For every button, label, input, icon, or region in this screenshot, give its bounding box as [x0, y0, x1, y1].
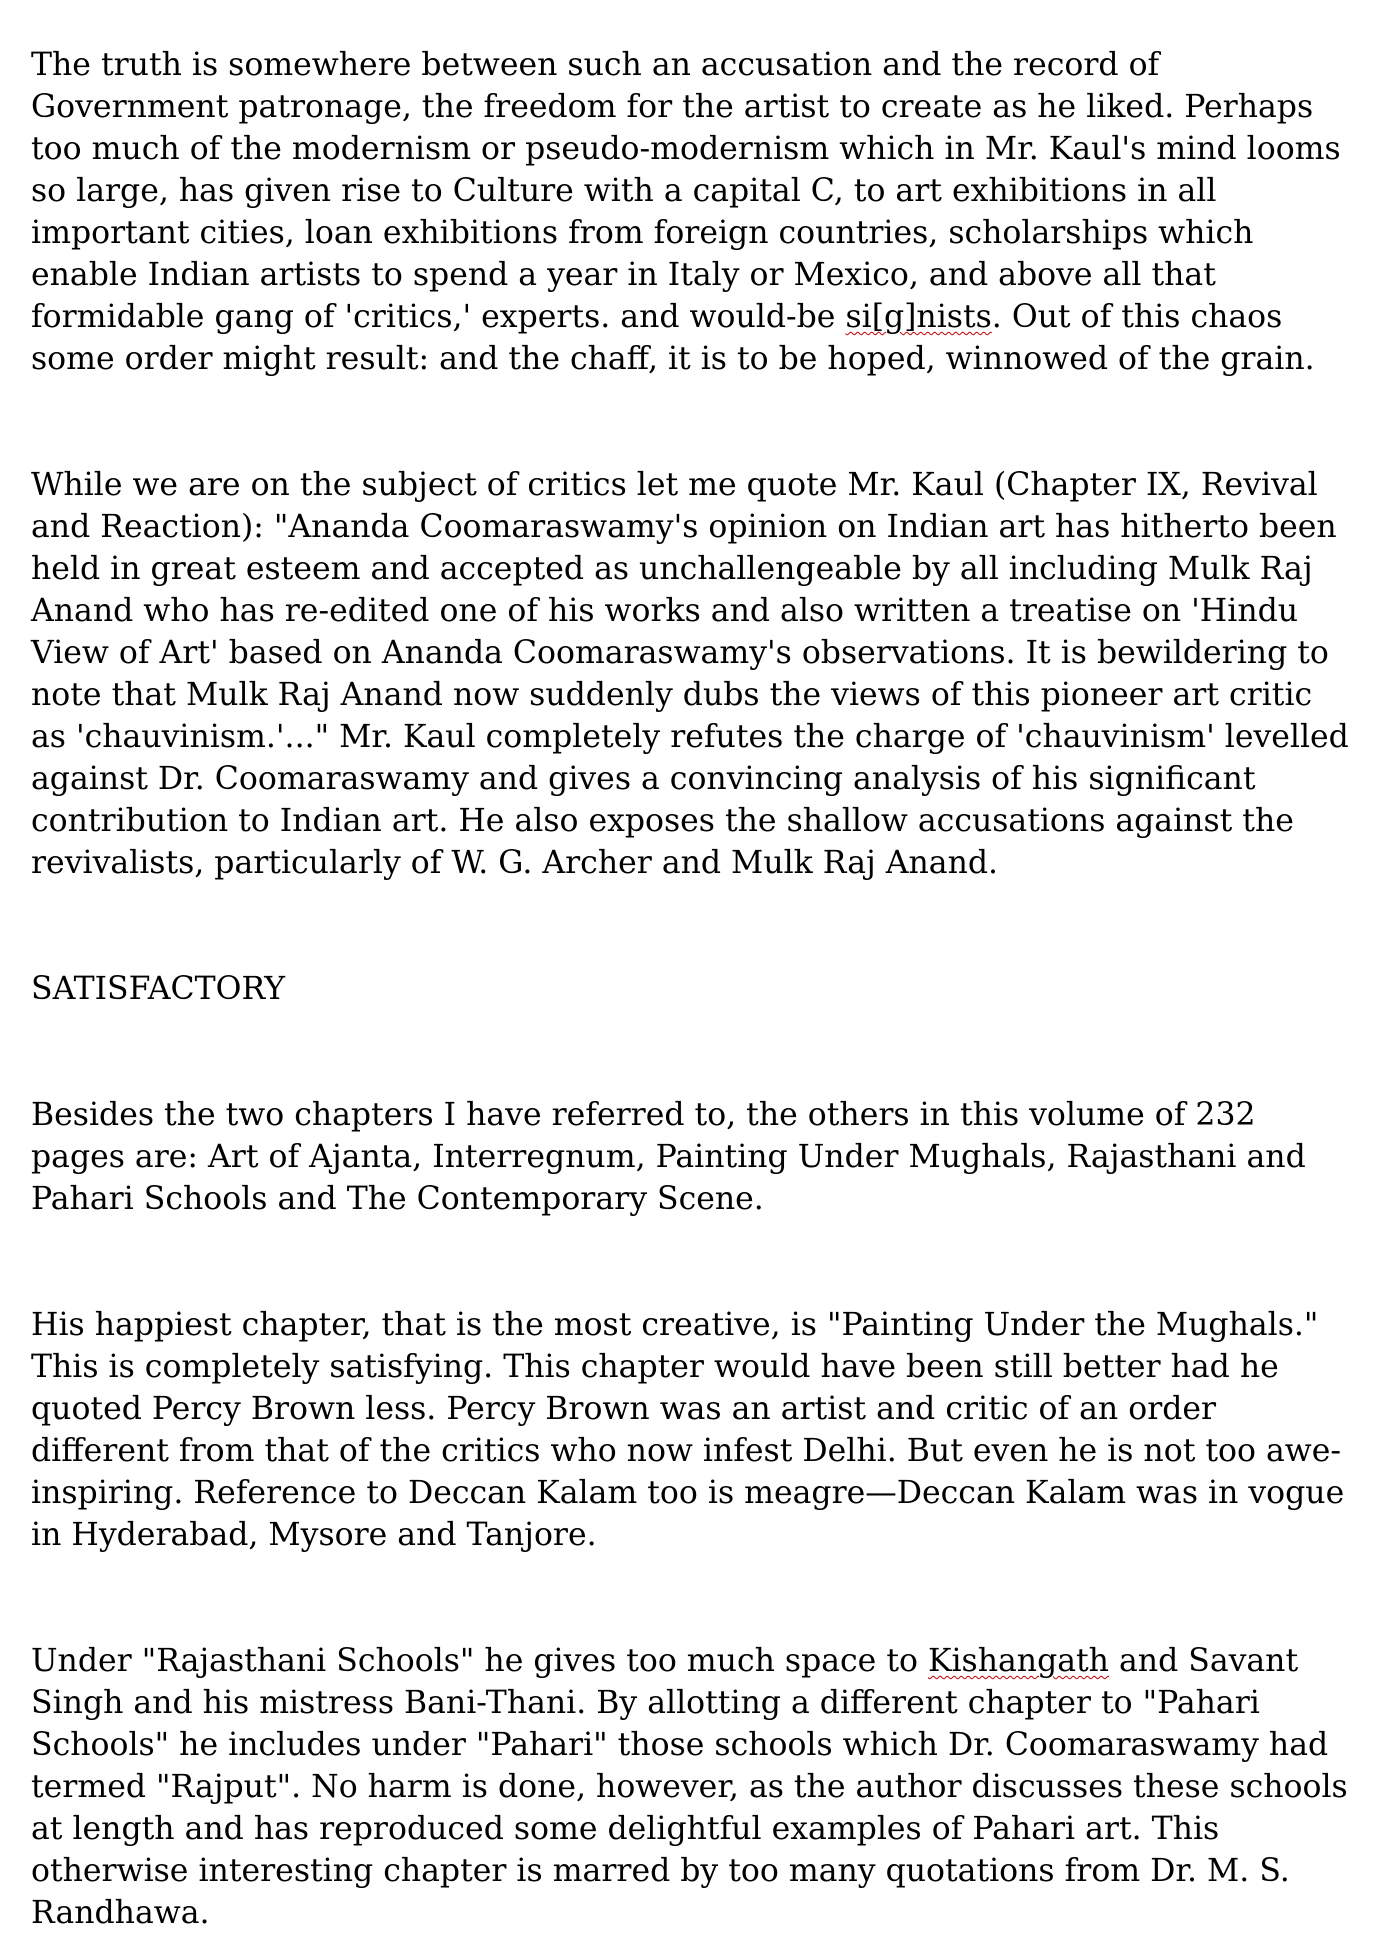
- paragraph-spacer: [31, 1220, 1351, 1304]
- paragraph-spacer: [31, 380, 1351, 464]
- misspelled-word[interactable]: si[g]nists: [845, 299, 992, 335]
- paragraph-rajasthani: [31, 1640, 1351, 1934]
- paragraph-spacer: [31, 1556, 1351, 1640]
- paragraph-spacer: [31, 884, 1351, 968]
- paragraph-chapters: Besides the two chapters I have referred to, the others in this volume of 232 pages are: Art of Ajanta, Interregnum, Painting Under Mughals, Rajasthani and Pahari Schools and The Contemporary Scene.: [31, 1097, 1306, 1217]
- document-body: [31, 44, 1351, 1934]
- paragraph-spacer: [31, 1010, 1351, 1094]
- paragraph-truth-text-start: The truth is somewhere between such an accusation and the record of Government patronage, the freedom for the artist to create as he liked. Perhaps too much of the modernism or pseudo-modernism which in Mr. Kaul's mind looms so large, has given rise to Culture with a capital C, to art exhibitions in all important cities, loan exhibitions from foreign countries, scholarships which enable Indian artists to spend a year in Italy or Mexico, and above all that formidable gang of 'critics,' experts. and would-be: [31, 47, 1341, 335]
- section-heading: SATISFACTORY: [31, 971, 285, 1007]
- misspelled-word[interactable]: Kishangath: [927, 1643, 1109, 1679]
- paragraph-rajasthani-text-start: Under "Rajasthani Schools" he gives too much space to: [31, 1643, 928, 1679]
- paragraph-rajasthani-text-end: and Savant Singh and his mistress Bani-Thani. By allotting a different chapter to "Pahari Schools" he includes under "Pahari" those schools which Dr. Coomaraswamy had termed "Rajput". No harm is done, however, as the author discusses these schools at length and has reproduced some delightful examples of Pahari art. This otherwise interesting chapter is marred by too many quotations from Dr. M. S. Randhawa.: [31, 1643, 1348, 1931]
- paragraph-truth-text-end: . Out of this chaos some order might result: and the chaff, it is to be hoped, winnowed of the grain.: [31, 299, 1315, 377]
- paragraph-truth: [31, 44, 1351, 380]
- paragraph-critics: While we are on the subject of critics let me quote Mr. Kaul (Chapter IX, Revival and Reaction): "Ananda Coomaraswamy's opinion on Indian art has hitherto been held in great esteem and accepted as unchallengeable by all including Mulk Raj Anand who has re-edited one of his works and also written a treatise on 'Hindu View of Art' based on Ananda Coomaraswamy's observations. It is bewildering to note that Mulk Raj Anand now suddenly dubs the views of this pioneer art critic as 'chauvinism.'..." Mr. Kaul completely refutes the charge of 'chauvinism' levelled against Dr. Coomaraswamy and gives a convincing analysis of his significant contribution to Indian art. He also exposes the shallow accusations against the revivalists, particularly of W. G. Archer and Mulk Raj Anand.: [31, 467, 1349, 881]
- paragraph-mughals: His happiest chapter, that is the most creative, is "Painting Under the Mughals." This is completely satisfying. This chapter would have been still better had he quoted Percy Brown less. Percy Brown was an artist and critic of an order different from that of the critics who now infest Delhi. But even he is not too awe-inspiring. Reference to Deccan Kalam too is meagre—Deccan Kalam was in vogue in Hyderabad, Mysore and Tanjore.: [31, 1307, 1345, 1553]
